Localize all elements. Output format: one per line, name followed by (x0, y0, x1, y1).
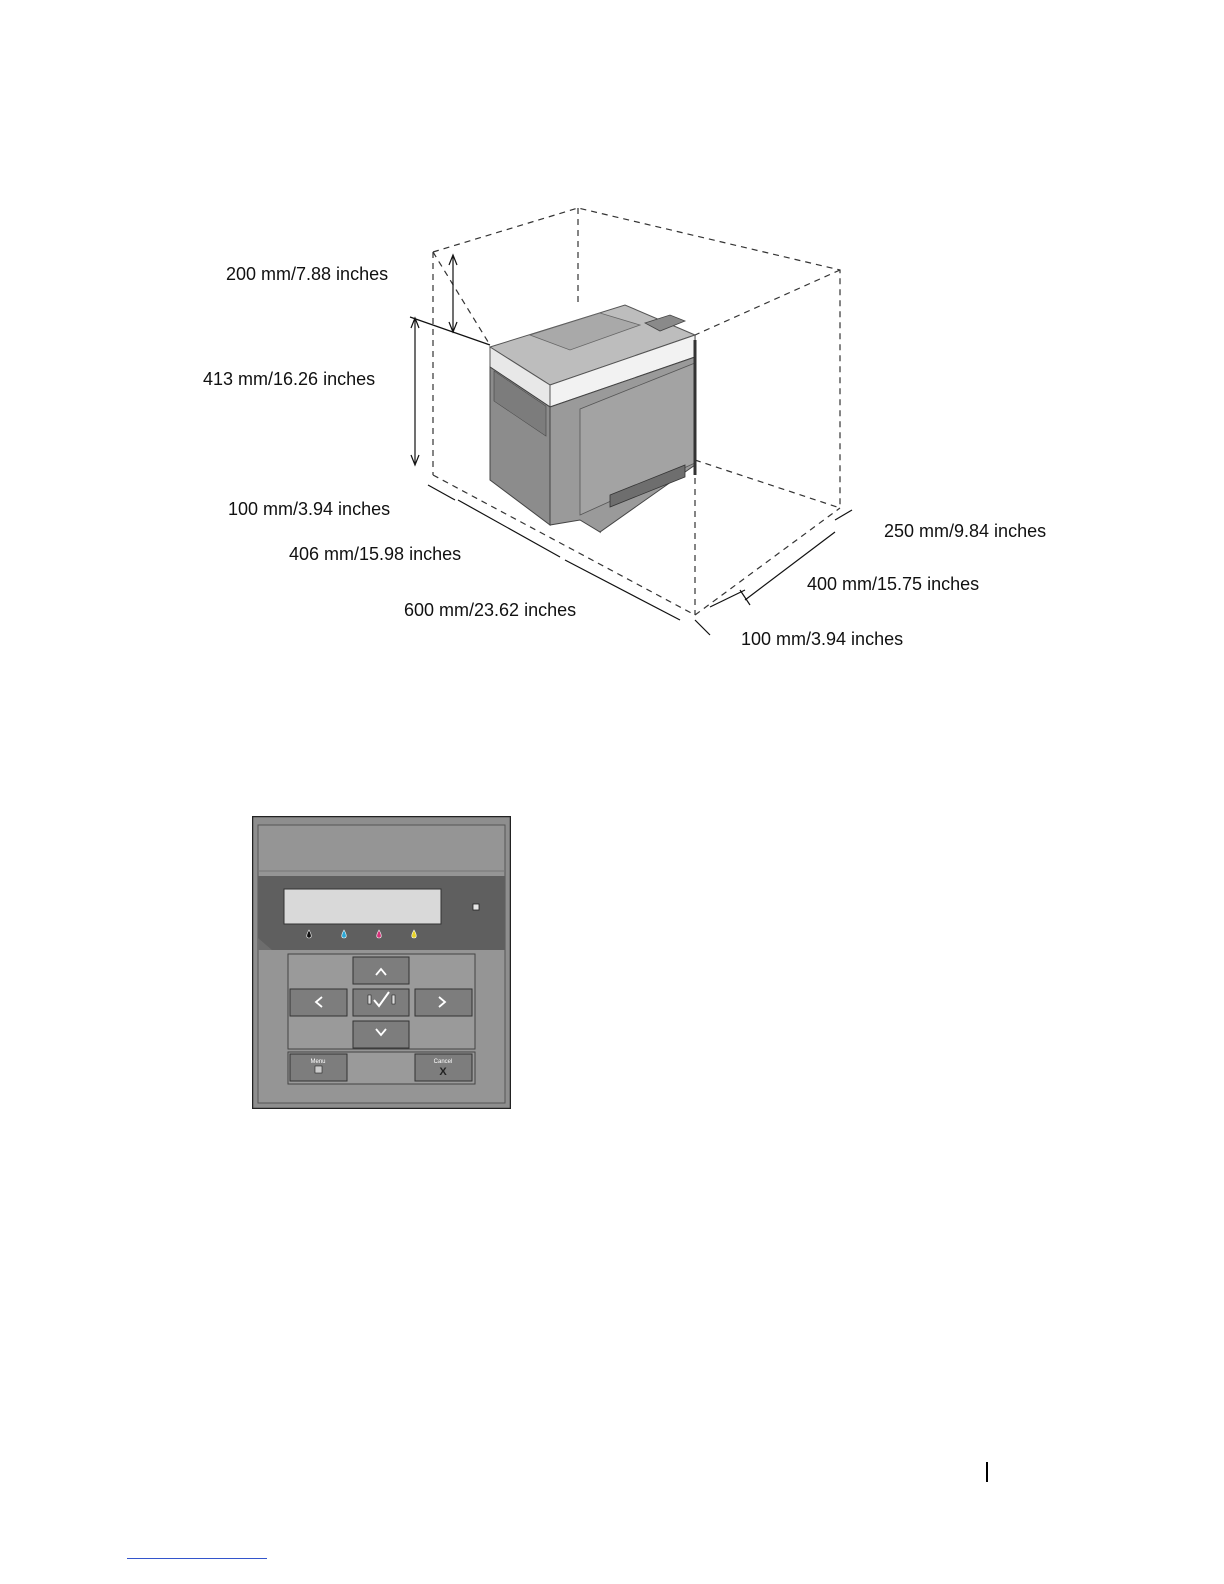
top-clearance-label: 200 mm/7.88 inches (226, 264, 389, 284)
page-number-bar (986, 1462, 988, 1482)
depth-label: 406 mm/15.98 inches (289, 544, 462, 564)
lcd-display (284, 889, 441, 924)
width-label: 400 mm/15.75 inches (807, 574, 980, 594)
select-button[interactable] (353, 989, 409, 1016)
up-button[interactable] (353, 957, 409, 984)
right-button[interactable] (415, 989, 472, 1016)
menu-button[interactable] (290, 1054, 347, 1081)
status-led (473, 904, 479, 910)
cancel-x-icon: X (439, 1066, 447, 1078)
cancel-button-label: Cancel (433, 1059, 453, 1065)
left-button[interactable] (290, 989, 347, 1016)
right-front-clearance-label: 100 mm/3.94 inches (741, 629, 904, 649)
right-side-clearance-label: 250 mm/9.84 inches (884, 521, 1047, 541)
printer-illustration (490, 305, 695, 532)
height-label: 413 mm/16.26 inches (203, 369, 376, 389)
cancel-button[interactable] (415, 1054, 472, 1081)
total-depth-label: 600 mm/23.62 inches (404, 600, 577, 620)
operator-panel-figure (252, 816, 511, 1109)
left-front-clearance-label: 100 mm/3.94 inches (228, 499, 391, 519)
menu-icon (315, 1066, 322, 1073)
down-button[interactable] (353, 1021, 409, 1048)
footer-link-underline[interactable] (127, 1558, 267, 1559)
menu-button-label: Menu (310, 1059, 326, 1065)
printer-clearance-figure (190, 195, 1070, 665)
